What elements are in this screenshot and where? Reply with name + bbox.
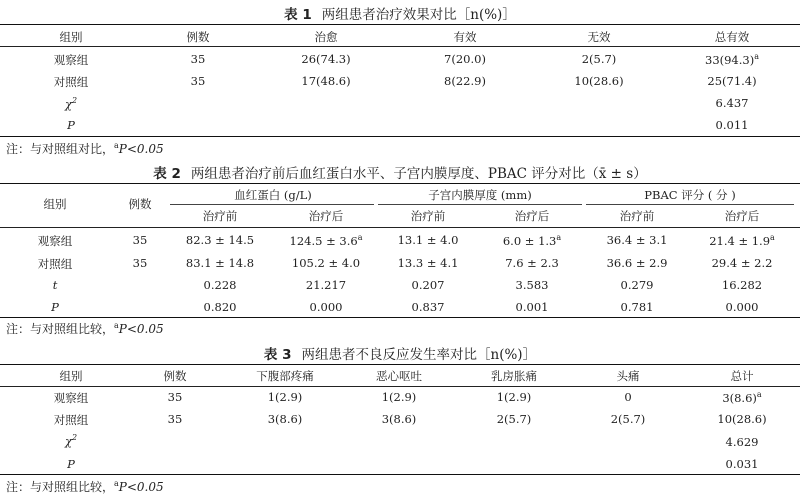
table3-title: 两组患者不良反应发生率对比［n(%)］ — [301, 347, 537, 363]
table1-cell: 7(20.0) — [444, 52, 486, 66]
table2-header-group: 组别 — [43, 197, 67, 211]
table2-number: 表 2 — [153, 166, 181, 182]
table3-bottom-rule — [0, 474, 800, 475]
table2-subheader-rule — [170, 204, 374, 205]
note-superscript: a — [114, 479, 119, 488]
table3-p-label: P — [67, 457, 75, 471]
table2-value: 6.0 ± 1.3 — [502, 233, 557, 248]
table2-cell — [503, 233, 561, 248]
table2-subheader: 治疗前 — [410, 209, 446, 223]
table1-header-ineffective: 无效 — [587, 30, 611, 44]
table3-cell: 35 — [167, 412, 183, 426]
significance-mark: a — [770, 233, 775, 242]
table3-cell: 1(2.9) — [496, 390, 532, 404]
table2-cell: 21.217 — [305, 278, 347, 292]
note-p-value: P<0.05 — [118, 322, 164, 336]
note-prefix: 注：与对照组对比， — [6, 142, 115, 156]
table1-p-label: P — [67, 118, 75, 132]
table2-cell: 观察组 — [37, 234, 73, 248]
table3-cell: 1(2.9) — [267, 390, 303, 404]
table3-cell: 3(8.6) — [267, 412, 303, 426]
table2-header-n: 例数 — [128, 197, 152, 211]
table1-cell: 10(28.6) — [574, 74, 624, 88]
table2-subheader-rule — [378, 204, 582, 205]
significance-mark: a — [556, 233, 562, 242]
table2-cell: 3.583 — [515, 278, 549, 292]
table2-cell: 0.781 — [620, 300, 654, 314]
table2-subheader: 治疗后 — [308, 209, 344, 223]
chi-superscript: 2 — [71, 96, 78, 105]
table1-cell: 对照组 — [53, 75, 89, 89]
table3-cell — [722, 390, 761, 405]
table2-subheader: 治疗后 — [514, 209, 550, 223]
table1-chi-label — [65, 96, 77, 111]
table2-cell: 0.000 — [725, 300, 759, 314]
table3-cell: 3(8.6) — [381, 412, 417, 426]
table2-cell: 16.282 — [721, 278, 763, 292]
table3-header: 例数 — [163, 369, 187, 383]
table1-cell: 25(71.4) — [707, 74, 757, 88]
table2-value: 124.5 ± 3.6 — [289, 233, 358, 248]
table2-p-label: P — [51, 300, 59, 314]
table2-cell: 82.3 ± 14.5 — [185, 233, 255, 247]
table3-header: 头痛 — [616, 369, 640, 383]
table1-header-effective: 有效 — [453, 30, 477, 44]
table2-cell: 对照组 — [37, 257, 73, 271]
table1-note — [6, 140, 164, 157]
table3-header-rule — [0, 386, 800, 387]
note-superscript: a — [114, 141, 119, 150]
table2-cell — [709, 233, 775, 248]
table2-cell: 35 — [132, 233, 148, 247]
table3-header: 乳房胀痛 — [491, 369, 537, 383]
table3-chi-label — [65, 433, 77, 448]
table2-header-pbac: PBAC 评分 ( 分 ) — [644, 188, 736, 202]
table3-cell: 观察组 — [53, 391, 89, 405]
note-p-value: P<0.05 — [118, 480, 164, 494]
table1-header-group: 组别 — [59, 30, 83, 44]
table2-cell: 29.4 ± 2.2 — [711, 256, 773, 270]
table2-cell: 0.207 — [411, 278, 445, 292]
table1-top-rule — [0, 24, 800, 25]
table1-header-total: 总有效 — [714, 30, 750, 44]
table3-cell: 1(2.9) — [381, 390, 417, 404]
table1-p-value: 0.011 — [715, 118, 749, 132]
table3-header: 下腹部疼痛 — [256, 369, 314, 383]
table1-cell: 26(74.3) — [301, 52, 351, 66]
table1-cell: 8(22.9) — [444, 74, 486, 88]
table2-cell: 0.279 — [620, 278, 654, 292]
table2-cell: 36.6 ± 2.9 — [606, 256, 668, 270]
table2-subheader: 治疗后 — [724, 209, 760, 223]
table3-header: 组别 — [59, 369, 83, 383]
significance-mark: a — [357, 233, 363, 242]
table2-bottom-rule — [0, 317, 800, 318]
table3-cell: 35 — [167, 390, 183, 404]
table3-number: 表 3 — [263, 347, 292, 363]
table3-cell: 0 — [624, 390, 632, 404]
chi-symbol: χ — [64, 433, 72, 448]
table1-bottom-rule — [0, 136, 800, 137]
table1-cell: 35 — [190, 74, 206, 88]
table1-cell: 35 — [190, 52, 206, 66]
table2-title: 两组患者治疗前后血红蛋白水平、子宫内膜厚度、PBAC 评分对比（x̄ ± s） — [190, 166, 647, 182]
table3-chi-value: 4.629 — [725, 435, 759, 449]
table2-cell: 0.000 — [309, 300, 343, 314]
table2-top-rule — [0, 183, 800, 184]
table1-cell — [705, 52, 759, 67]
table1-title: 两组患者治疗效果对比［n(%)］ — [321, 7, 516, 23]
table2-cell: 13.3 ± 4.1 — [397, 256, 459, 270]
note-prefix: 注：与对照组比较， — [6, 322, 115, 336]
table1-value: 33(94.3) — [705, 52, 755, 67]
table2-cell: 0.228 — [203, 278, 237, 292]
table2-cell: 83.1 ± 14.8 — [185, 256, 255, 270]
table2-cell: 7.6 ± 2.3 — [505, 256, 559, 270]
table3-caption — [0, 343, 800, 363]
table2-cell: 0.001 — [515, 300, 549, 314]
note-p-value: P<0.05 — [118, 142, 164, 156]
table3-header: 总计 — [730, 369, 754, 383]
table1-header-rule — [0, 46, 800, 47]
note-superscript: a — [114, 321, 119, 330]
note-prefix: 注：与对照组比较， — [6, 480, 115, 494]
table1-cell: 观察组 — [53, 53, 89, 67]
table1-caption — [0, 3, 800, 23]
table2-header-hemoglobin: 血红蛋白 (g/L) — [234, 188, 312, 202]
table2-header-endometrium: 子宫内膜厚度 (mm) — [428, 188, 532, 202]
table2-subheader: 治疗前 — [202, 209, 238, 223]
table3-cell: 10(28.6) — [717, 412, 767, 426]
table3-cell: 2(5.7) — [496, 412, 532, 426]
table2-cell: 36.4 ± 3.1 — [606, 233, 668, 247]
table3-top-rule — [0, 364, 800, 365]
table2-cell — [290, 233, 363, 248]
table3-value: 3(8.6) — [722, 390, 757, 405]
table1-header-cured: 治愈 — [314, 30, 338, 44]
table2-cell: 0.820 — [203, 300, 237, 314]
table2-cell: 0.837 — [411, 300, 445, 314]
table2-cell: 35 — [132, 256, 148, 270]
table2-t-label: t — [52, 278, 58, 292]
significance-mark: a — [754, 52, 759, 61]
table1-chi-value: 6.437 — [715, 96, 749, 110]
table3-p-value: 0.031 — [725, 457, 759, 471]
table2-cell: 13.1 ± 4.0 — [397, 233, 459, 247]
table3-header: 恶心呕吐 — [376, 369, 422, 383]
table2-cell: 105.2 ± 4.0 — [291, 256, 361, 270]
table2-value: 21.4 ± 1.9 — [709, 233, 771, 248]
chi-symbol: χ — [64, 96, 72, 111]
chi-superscript: 2 — [71, 433, 78, 442]
significance-mark: a — [756, 390, 762, 399]
table2-header-rule — [0, 227, 800, 228]
table3-note — [6, 478, 164, 495]
table1-number: 表 1 — [284, 7, 312, 23]
table2-subheader: 治疗前 — [619, 209, 655, 223]
table2-caption — [0, 162, 800, 182]
table3-cell: 2(5.7) — [610, 412, 646, 426]
table1-cell: 2(5.7) — [581, 52, 617, 66]
table3-cell: 对照组 — [53, 413, 89, 427]
table1-header-n: 例数 — [186, 30, 210, 44]
table2-note — [6, 320, 164, 337]
table1-cell: 17(48.6) — [301, 74, 351, 88]
table2-subheader-rule — [586, 204, 794, 205]
